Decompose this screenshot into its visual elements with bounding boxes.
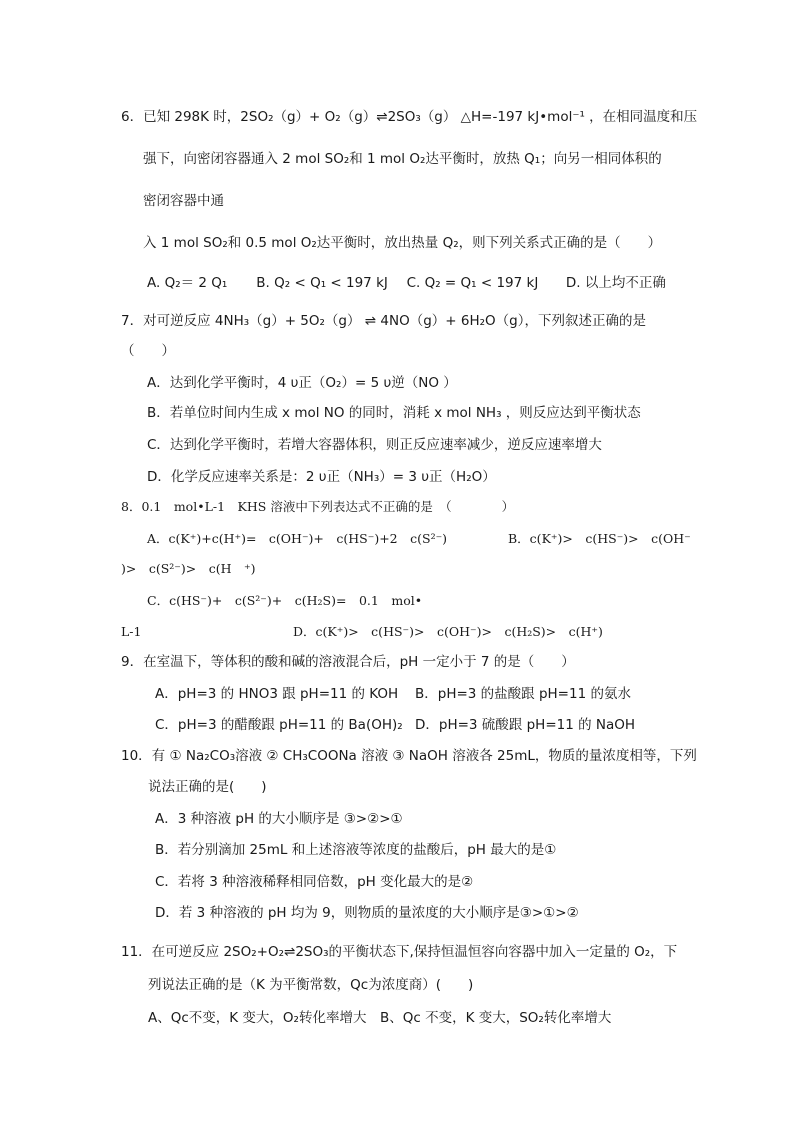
q8-option-c: C．c(HS⁻)+ c(S²⁻)+ c(H₂S)= 0.1 mol• xyxy=(147,593,423,608)
q9-option-b: B．pH=3 的盐酸跟 pH=11 的氨水 xyxy=(415,686,631,702)
q7-option-c: C．达到化学平衡时，若增大容器体积，则正反应速率减少，逆反应速率增大 xyxy=(147,437,602,453)
q7-line1: 7．对可逆反应 4NH₃（g）+ 5O₂（g） ⇌ 4NO（g）+ 6H₂O（g），下列叙述正确的是 xyxy=(121,313,646,329)
q10-option-d: D．若 3 种溶液的 pH 均为 9，则物质的量浓度的大小顺序是③>①>② xyxy=(155,905,579,921)
q10-option-a: A．3 种溶液 pH 的大小顺序是 ③>②>① xyxy=(155,811,403,827)
q11-line1: 11．在可逆反应 2SO₂+O₂⇌2SO₃的平衡状态下,保持恒温恒容向容器中加入一定量的 O₂，下 xyxy=(121,944,678,960)
q11-line3: A、Qc不变，K 变大，O₂转化率增大 B、Qc 不变，K 变大，SO₂转化率增大 xyxy=(148,1010,612,1026)
q6-option-d: D. 以上均不正确 xyxy=(565,275,666,291)
q6-options xyxy=(147,277,666,291)
q9-option-a: A．pH=3 的 HNO3 跟 pH=11 的 KOH xyxy=(155,686,399,702)
q7-option-a: A．达到化学平衡时，4 υ正（O₂）= 5 υ逆（NO ） xyxy=(147,375,457,391)
q10-line2: 说法正确的是( ) xyxy=(148,779,267,795)
q6-line3: 密闭容器中通 xyxy=(143,193,224,209)
q8-line1: 8．0.1 mol•L-1 KHS 溶液中下列表达式不正确的是 （ ） xyxy=(121,499,515,514)
q8-option-b: B．c(K⁺)> c(HS⁻)> c(OH⁻ xyxy=(508,531,691,546)
q9-line1: 9．在室温下，等体积的酸和碱的溶液混合后，pH 一定小于 7 的是（ ） xyxy=(121,654,575,670)
q7-line2: （ ） xyxy=(121,343,175,359)
q10-option-b: B．若分别滴加 25mL 和上述溶液等浓度的盐酸后，pH 最大的是① xyxy=(155,842,557,858)
q11-line2: 列说法正确的是（K 为平衡常数，Qc为浓度商）( ) xyxy=(148,977,474,993)
q9-option-c: C．pH=3 的醋酸跟 pH=11 的 Ba(OH)₂ xyxy=(155,717,403,733)
q6-option-b: B. Q₂ < Q₁ < 197 kJ xyxy=(256,275,388,291)
q8-option-a: A．c(K⁺)+c(H⁺)= c(OH⁻)+ c(HS⁻)+2 c(S²⁻) xyxy=(147,531,448,546)
q9-option-d: D．pH=3 硫酸跟 pH=11 的 NaOH xyxy=(415,717,636,733)
q10-line1: 10．有 ① Na₂CO₃溶液 ② CH₃COONa 溶液 ③ NaOH 溶液各 25mL，物质的量浓度相等，下列 xyxy=(121,748,697,764)
q8-option-b-cont: )> c(S²⁻)> c(H ⁺) xyxy=(121,561,256,576)
q6-line2: 强下，向密闭容器通入 2 mol SO₂和 1 mol O₂达平衡时，放热 Q₁；向另一相同体积的 xyxy=(143,151,662,167)
q7-option-d: D．化学反应速率关系是：2 υ正（NH₃）= 3 υ正（H₂O） xyxy=(147,469,496,485)
q7-option-b: B．若单位时间内生成 x mol NO 的同时，消耗 x mol NH₃ ，则反应达到平衡状态 xyxy=(147,405,641,421)
q6-line1: 6．已知 298K 时，2SO₂（g）+ O₂（g）⇌2SO₃（g） △H=-197 kJ•mol⁻¹ ，在相同温度和压 xyxy=(121,109,698,125)
q8-option-d: D．c(K⁺)> c(HS⁻)> c(OH⁻)> c(H₂S)> c(H⁺) xyxy=(293,624,603,639)
q6-option-a: A. Q₂＝ 2 Q₁ xyxy=(147,275,228,291)
q6-line4: 入 1 mol SO₂和 0.5 mol O₂达平衡时，放出热量 Q₂，则下列关系式正确的是（ ） xyxy=(143,235,662,251)
q10-option-c: C．若将 3 种溶液稀释相同倍数，pH 变化最大的是② xyxy=(155,874,474,890)
q6-option-c: C. Q₂ = Q₁ < 197 kJ xyxy=(406,275,539,291)
q8-option-c-cont: L-1 xyxy=(121,624,142,639)
